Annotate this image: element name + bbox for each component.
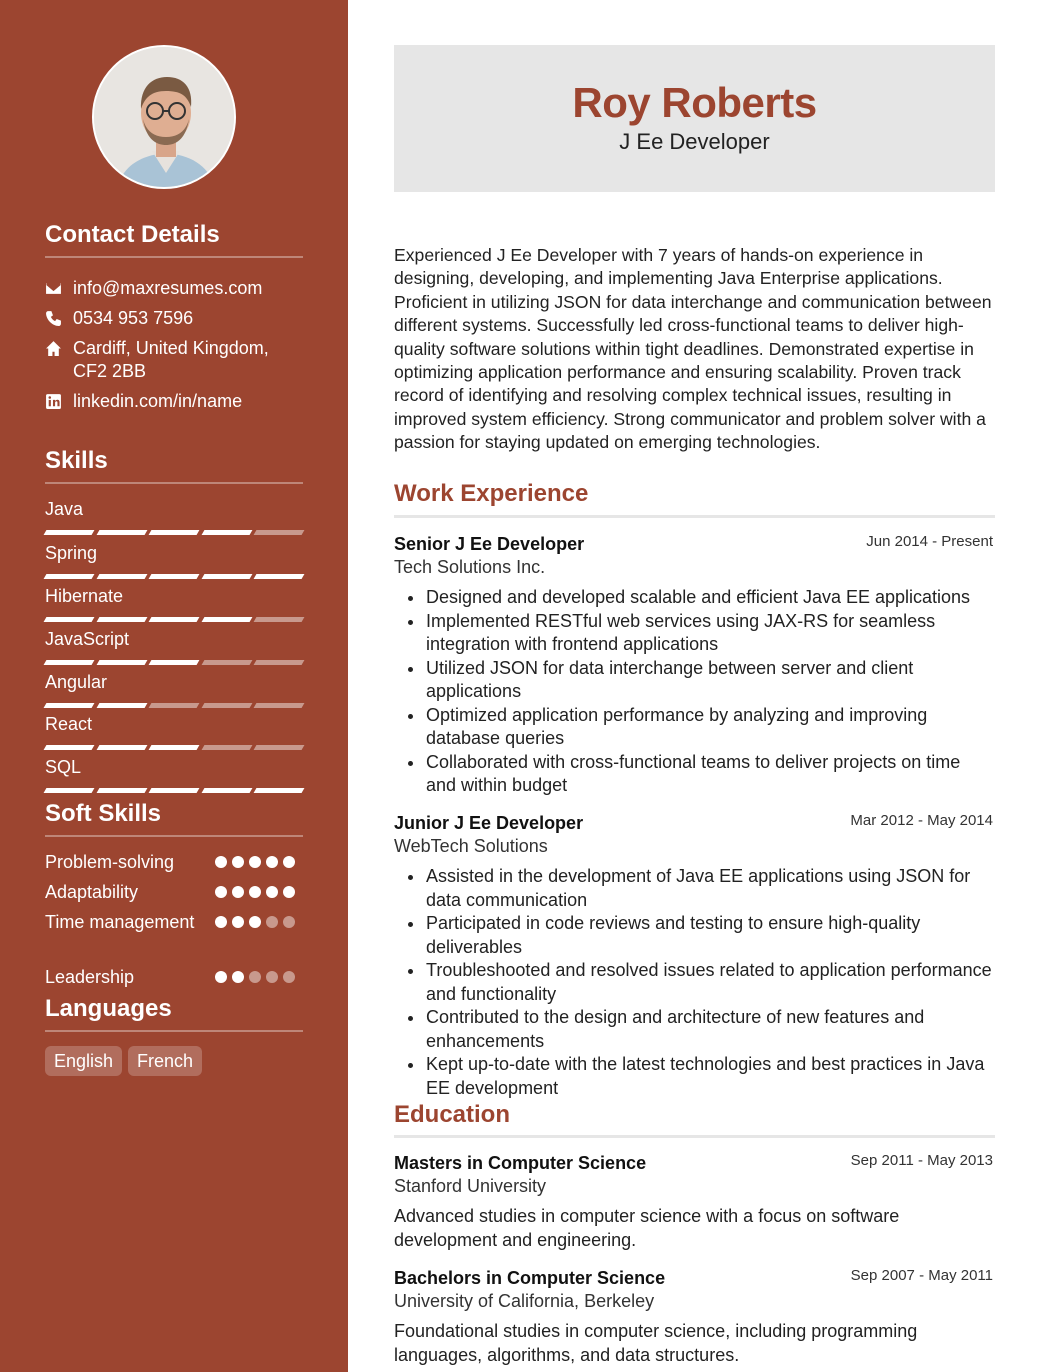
- skill-level-segment: [149, 745, 199, 750]
- soft-skill-name: Time management: [45, 912, 195, 932]
- address-line-2: CF2 2BB: [73, 361, 147, 381]
- envelope-icon: [45, 277, 73, 300]
- rating-dot: [249, 856, 261, 868]
- rating-dot: [215, 971, 227, 983]
- skill-level-segment: [96, 617, 146, 622]
- skill-name: Hibernate: [45, 586, 124, 606]
- skill-level-segment: [44, 788, 94, 793]
- skill-name: SQL: [45, 757, 82, 777]
- skill-level-bar: [45, 660, 303, 665]
- contact-email-text: info@maxresumes.com: [73, 278, 263, 298]
- soft-skill-rating: [215, 971, 295, 983]
- skill-level-segment: [254, 788, 304, 793]
- home-icon: [45, 337, 73, 360]
- skill-level-segment: [96, 788, 146, 793]
- rating-dot: [232, 916, 244, 928]
- rating-dot: [283, 886, 295, 898]
- education-date: Sep 2011 - May 2013: [850, 1152, 993, 1169]
- skill-name: Angular: [45, 672, 108, 692]
- skill-level-bar: [45, 703, 303, 708]
- skill-level-segment: [96, 745, 146, 750]
- rating-dot: [215, 886, 227, 898]
- avatar: [92, 45, 236, 189]
- language-pill: French: [128, 1046, 202, 1076]
- education-entry: [394, 1151, 995, 1252]
- rating-dot: [249, 971, 261, 983]
- job-title: Senior J Ee Developer: [394, 534, 585, 554]
- contact-linkedin[interactable]: [45, 390, 242, 413]
- bullet-item: Contributed to the design and architecture of new features and enhancements: [394, 1006, 995, 1053]
- skill-name: Spring: [45, 543, 98, 563]
- contact-address-text: [73, 337, 269, 383]
- education-entry: [394, 1266, 995, 1367]
- skill-item: [45, 498, 303, 535]
- skill-item: [45, 628, 303, 665]
- rating-dot: [249, 916, 261, 928]
- contact-phone-text: 0534 953 7596: [73, 308, 194, 328]
- skill-level-segment: [201, 530, 251, 535]
- skill-level-segment: [149, 660, 199, 665]
- divider: [394, 515, 995, 518]
- contact-section-title: Contact Details: [45, 221, 220, 248]
- linkedin-icon: [45, 390, 73, 413]
- profile-photo: [94, 47, 236, 189]
- education-date: Sep 2007 - May 2011: [850, 1267, 993, 1284]
- soft-skill-name: Adaptability: [45, 882, 139, 902]
- rating-dot: [215, 916, 227, 928]
- soft-skill-rating: [215, 916, 295, 928]
- skill-level-segment: [254, 574, 304, 579]
- skills-section-title: Skills: [45, 447, 108, 474]
- skill-level-segment: [44, 660, 94, 665]
- skill-level-segment: [254, 617, 304, 622]
- contact-address: [45, 337, 269, 383]
- skill-level-segment: [44, 574, 94, 579]
- bullet-item: Designed and developed scalable and efficient Java EE applications: [394, 586, 995, 610]
- header: [394, 45, 995, 192]
- contact-email[interactable]: [45, 277, 262, 300]
- skill-level-segment: [96, 703, 146, 708]
- soft-skill-rating: [215, 886, 295, 898]
- job-company: WebTech Solutions: [394, 836, 548, 856]
- skill-level-segment: [201, 574, 251, 579]
- skill-level-segment: [149, 574, 199, 579]
- rating-dot: [266, 886, 278, 898]
- school-name: University of California, Berkeley: [394, 1291, 655, 1311]
- language-pill: English: [45, 1046, 122, 1076]
- skill-level-segment: [149, 617, 199, 622]
- soft-skill-name: Leadership: [45, 967, 135, 987]
- bullet-item: Optimized application performance by analyzing and improving database queries: [394, 704, 995, 751]
- job-entry: [394, 811, 995, 1100]
- rating-dot: [283, 971, 295, 983]
- skill-level-segment: [254, 530, 304, 535]
- job-bullets: [394, 865, 995, 1100]
- skill-level-bar: [45, 745, 303, 750]
- skill-name: Java: [45, 499, 84, 519]
- skill-level-bar: [45, 788, 303, 793]
- skill-item: [45, 542, 303, 579]
- skill-item: [45, 585, 303, 622]
- bullet-item: Troubleshooted and resolved issues related to application performance and functionality: [394, 959, 995, 1006]
- address-line-1: Cardiff, United Kingdom,: [73, 338, 269, 358]
- skill-level-segment: [149, 530, 199, 535]
- contact-linkedin-text: linkedin.com/in/name: [73, 391, 243, 411]
- bullet-item: Utilized JSON for data interchange between server and client applications: [394, 657, 995, 704]
- bullet-item: Assisted in the development of Java EE applications using JSON for data communication: [394, 865, 995, 912]
- languages-list: [45, 1046, 202, 1076]
- skill-name: JavaScript: [45, 629, 130, 649]
- job-entry: [394, 532, 995, 798]
- skill-level-segment: [201, 660, 251, 665]
- education-description: Advanced studies in computer science with a focus on software development and engineering.: [394, 1206, 900, 1250]
- job-company: Tech Solutions Inc.: [394, 557, 546, 577]
- sidebar: [0, 0, 348, 1372]
- job-title: Junior J Ee Developer: [394, 813, 584, 833]
- divider: [45, 482, 303, 484]
- rating-dot: [232, 856, 244, 868]
- contact-phone[interactable]: [45, 307, 193, 330]
- skill-level-segment: [254, 703, 304, 708]
- rating-dot: [232, 971, 244, 983]
- bullet-item: Collaborated with cross-functional teams to deliver projects on time and within budget: [394, 751, 995, 798]
- skill-level-segment: [96, 574, 146, 579]
- skill-item: [45, 713, 303, 750]
- divider: [394, 1135, 995, 1138]
- rating-dot: [283, 856, 295, 868]
- skill-level-segment: [149, 703, 199, 708]
- divider: [45, 256, 303, 258]
- job-date: Jun 2014 - Present: [866, 533, 993, 550]
- skill-level-segment: [44, 745, 94, 750]
- divider: [45, 1030, 303, 1032]
- skill-level-segment: [96, 660, 146, 665]
- skill-level-segment: [254, 745, 304, 750]
- rating-dot: [266, 856, 278, 868]
- soft-skills-section-title: Soft Skills: [45, 800, 162, 827]
- skill-level-bar: [45, 617, 303, 622]
- rating-dot: [266, 971, 278, 983]
- rating-dot: [215, 856, 227, 868]
- skill-level-segment: [201, 788, 251, 793]
- bullet-item: Participated in code reviews and testing to ensure high-quality deliverables: [394, 912, 995, 959]
- rating-dot: [283, 916, 295, 928]
- job-bullets: [394, 586, 995, 798]
- skill-level-segment: [44, 617, 94, 622]
- candidate-name: Roy Roberts: [572, 79, 817, 126]
- phone-icon: [45, 307, 73, 330]
- rating-dot: [232, 886, 244, 898]
- bullet-item: Implemented RESTful web services using JAX-RS for seamless integration with frontend applications: [394, 610, 995, 657]
- bullet-item: Kept up-to-date with the latest technologies and best practices in Java EE development: [394, 1053, 995, 1100]
- job-date: Mar 2012 - May 2014: [850, 812, 993, 829]
- school-name: Stanford University: [394, 1176, 547, 1196]
- skill-level-segment: [254, 660, 304, 665]
- skill-item: [45, 671, 303, 708]
- skill-level-segment: [44, 530, 94, 535]
- rating-dot: [266, 916, 278, 928]
- skill-item: [45, 756, 303, 793]
- skill-name: React: [45, 714, 93, 734]
- rating-dot: [249, 886, 261, 898]
- soft-skill-name: Problem-solving: [45, 852, 175, 872]
- skill-level-segment: [201, 703, 251, 708]
- skill-level-bar: [45, 530, 303, 535]
- work-section-title: Work Experience: [394, 480, 589, 507]
- skill-level-segment: [201, 745, 251, 750]
- divider: [45, 835, 303, 837]
- education-description: Foundational studies in computer science, including programming languages, algorithms, and data structures.: [394, 1321, 918, 1365]
- skill-level-bar: [45, 574, 303, 579]
- skill-level-segment: [201, 617, 251, 622]
- education-section-title: Education: [394, 1101, 511, 1128]
- degree-title: Bachelors in Computer Science: [394, 1268, 666, 1288]
- skill-level-segment: [96, 530, 146, 535]
- languages-section-title: Languages: [45, 995, 172, 1022]
- candidate-role: J Ee Developer: [619, 129, 770, 154]
- soft-skill-rating: [215, 856, 295, 868]
- skill-level-segment: [149, 788, 199, 793]
- degree-title: Masters in Computer Science: [394, 1153, 647, 1173]
- summary: Experienced J Ee Developer with 7 years of hands-on experience in designing, developing, and implementing Java Enterprise applications. Proficient in utilizing JSON for data interchange and communication between different systems. Successfully led cross-functional teams to deliver high-quality software solutions within tight deadlines. Demonstrated expertise in optimizing application performance and ensuring scalability. Proven track record of identifying and resolving complex technical issues, resulting in improved system efficiency. Strong communicator and problem solver with a passion for staying updated on emerging technologies.: [394, 245, 992, 453]
- skill-level-segment: [44, 703, 94, 708]
